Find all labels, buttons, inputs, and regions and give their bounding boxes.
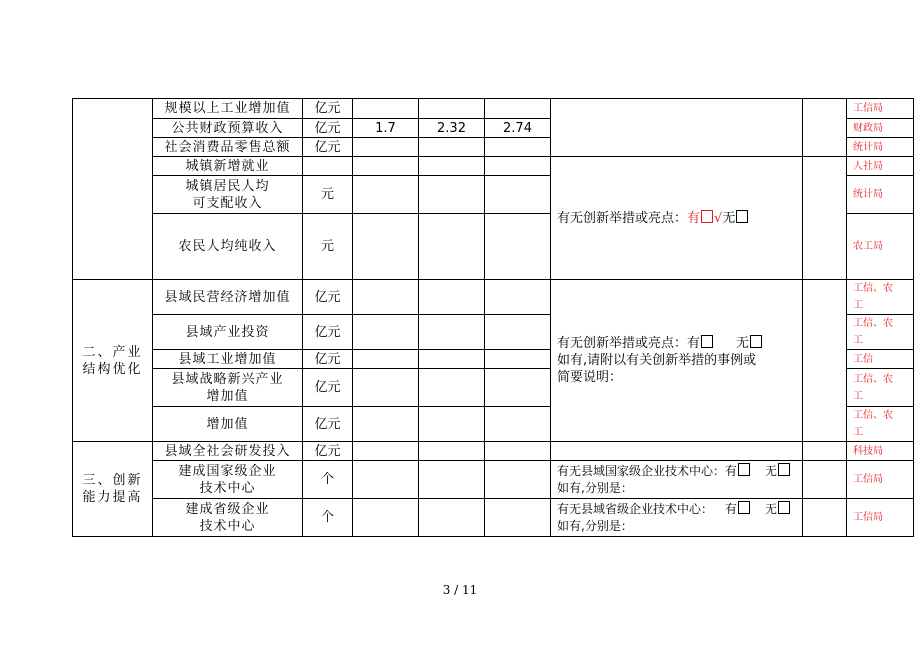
dept-label: 农工局 xyxy=(847,214,914,280)
note-cell-empty xyxy=(551,99,803,157)
value-cell xyxy=(419,407,485,442)
value-cell xyxy=(353,99,419,119)
category-label-line: 能力提高 xyxy=(82,490,143,505)
dept-label-line: 工信、农 xyxy=(853,410,893,421)
dept-label: 工信 xyxy=(847,350,914,369)
no-text: 无 xyxy=(736,336,750,351)
unit-cell: 亿元 xyxy=(303,119,353,138)
item-label-line: 增加值 xyxy=(206,388,249,404)
item-label: 县域全社会研发投入 xyxy=(153,442,303,461)
unit-cell: 元 xyxy=(303,176,353,214)
no-checkbox[interactable] xyxy=(778,463,790,476)
blank-cell xyxy=(803,157,847,280)
note-line: 如有,请附以有关创新举措的事例或 xyxy=(557,353,757,368)
table-row xyxy=(73,157,914,176)
value-cell xyxy=(419,99,485,119)
value-cell: 2.32 xyxy=(419,119,485,138)
value-cell xyxy=(485,442,551,461)
unit-cell xyxy=(303,157,353,176)
dept-label: 工信局 xyxy=(847,499,914,537)
value-cell xyxy=(353,461,419,499)
blank-cell xyxy=(803,280,847,442)
value-cell xyxy=(419,176,485,214)
value-cell xyxy=(419,350,485,369)
value-cell xyxy=(353,407,419,442)
item-label: 县域民营经济增加值 xyxy=(153,280,303,315)
dept-label xyxy=(847,407,914,442)
item-label: 社会消费品零售总额 xyxy=(153,138,303,157)
item-label-line: 建成国家级企业 xyxy=(178,463,277,479)
value-cell xyxy=(353,442,419,461)
dept-label: 工信局 xyxy=(847,461,914,499)
yes-checkbox[interactable] xyxy=(701,335,713,348)
item-label: 公共财政预算收入 xyxy=(153,119,303,138)
dept-label-line: 工 xyxy=(853,335,863,346)
yes-checkbox[interactable] xyxy=(738,463,750,476)
dept-label-line: 工 xyxy=(853,300,863,311)
unit-cell: 亿元 xyxy=(303,315,353,350)
value-cell xyxy=(419,138,485,157)
note-text: 有无县域国家级企业技术中心：有 xyxy=(557,463,738,478)
dept-label xyxy=(847,369,914,407)
note-text: 有无县域省级企业技术中心： xyxy=(557,501,714,516)
innovation-note-2 xyxy=(551,280,803,442)
no-text: 无 xyxy=(722,210,736,226)
value-cell: 2.74 xyxy=(485,119,551,138)
value-cell xyxy=(485,280,551,315)
value-cell xyxy=(353,499,419,537)
dept-label: 财政局 xyxy=(847,119,914,138)
note-line: 如有,分别是： xyxy=(557,518,633,533)
blank-cell xyxy=(803,99,847,157)
unit-cell: 元 xyxy=(303,214,353,280)
note-line xyxy=(557,501,802,518)
value-cell xyxy=(419,442,485,461)
value-cell xyxy=(485,315,551,350)
yes-checkbox[interactable] xyxy=(701,210,713,223)
dept-label: 统计局 xyxy=(847,138,914,157)
value-cell: 1.7 xyxy=(353,119,419,138)
blank-cell xyxy=(803,442,847,461)
category-cell-1 xyxy=(73,99,153,280)
check-mark: √ xyxy=(714,210,723,226)
item-label-line: 技术中心 xyxy=(199,518,256,534)
dept-label xyxy=(847,280,914,315)
innovation-note-1 xyxy=(551,157,803,280)
unit-cell: 个 xyxy=(303,499,353,537)
item-label-line: 城镇居民人均 xyxy=(185,178,270,194)
dept-label-line: 工 xyxy=(853,427,863,438)
provincial-center-note xyxy=(551,499,803,537)
dept-label: 人社局 xyxy=(847,157,914,176)
note-line: 如有,分别是： xyxy=(557,480,633,495)
indicator-table xyxy=(72,98,914,537)
value-cell xyxy=(485,214,551,280)
table-row xyxy=(73,442,914,461)
item-label xyxy=(153,176,303,214)
no-checkbox[interactable] xyxy=(736,210,748,223)
value-cell xyxy=(419,315,485,350)
value-cell xyxy=(353,214,419,280)
category-label-line: 二、产业 xyxy=(82,344,143,360)
value-cell xyxy=(485,99,551,119)
item-label: 农民人均纯收入 xyxy=(153,214,303,280)
blank-cell xyxy=(803,499,847,537)
note-text: 有无创新举措或亮点：有 xyxy=(557,336,701,351)
value-cell xyxy=(485,138,551,157)
note-line xyxy=(557,335,802,352)
value-cell xyxy=(485,350,551,369)
blank-cell xyxy=(803,461,847,499)
table-row xyxy=(73,499,914,537)
item-label-line: 县域战略新兴产业 xyxy=(171,371,284,387)
value-cell xyxy=(353,157,419,176)
dept-label-line: 工信、农 xyxy=(853,283,893,294)
item-label xyxy=(153,369,303,407)
value-cell xyxy=(353,350,419,369)
category-label-line: 结构优化 xyxy=(82,361,143,377)
unit-cell: 亿元 xyxy=(303,407,353,442)
yes-text: 有 xyxy=(725,501,738,516)
dept-label-line: 工信、农 xyxy=(853,318,893,329)
item-label-line: 可支配收入 xyxy=(192,195,263,211)
unit-cell: 亿元 xyxy=(303,138,353,157)
yes-text: 有 xyxy=(687,210,701,226)
note-line: 简要说明： xyxy=(557,370,623,385)
item-label: 规模以上工业增加值 xyxy=(153,99,303,119)
value-cell xyxy=(419,499,485,537)
category-label-line: 三、创新 xyxy=(82,473,143,488)
value-cell xyxy=(419,214,485,280)
dept-label: 统计局 xyxy=(847,176,914,214)
no-checkbox[interactable] xyxy=(750,335,762,348)
value-cell xyxy=(419,280,485,315)
value-cell xyxy=(485,461,551,499)
value-cell xyxy=(353,138,419,157)
table-row xyxy=(73,280,914,315)
category-cell-3 xyxy=(73,442,153,537)
dept-label-line: 工 xyxy=(853,390,863,402)
dept-label xyxy=(847,315,914,350)
value-cell xyxy=(485,499,551,537)
unit-cell: 亿元 xyxy=(303,99,353,119)
unit-cell: 亿元 xyxy=(303,350,353,369)
unit-cell: 亿元 xyxy=(303,369,353,407)
no-text: 无 xyxy=(765,463,778,478)
dept-label: 工信局 xyxy=(847,99,914,119)
item-label xyxy=(153,499,303,537)
unit-cell: 个 xyxy=(303,461,353,499)
unit-cell: 亿元 xyxy=(303,442,353,461)
item-label-line: 技术中心 xyxy=(199,480,256,496)
item-label: 增加值 xyxy=(153,407,303,442)
value-cell xyxy=(485,369,551,407)
unit-cell: 亿元 xyxy=(303,280,353,315)
no-text: 无 xyxy=(765,501,778,516)
no-checkbox[interactable] xyxy=(778,501,790,514)
value-cell xyxy=(353,369,419,407)
value-cell xyxy=(485,176,551,214)
note-line xyxy=(557,463,802,480)
table-row xyxy=(73,461,914,499)
value-cell xyxy=(419,461,485,499)
dept-label-line: 工信、农 xyxy=(853,373,893,385)
note-cell-empty xyxy=(551,442,803,461)
item-label-line: 建成省级企业 xyxy=(185,501,270,517)
value-cell xyxy=(353,280,419,315)
item-label: 县域产业投资 xyxy=(153,315,303,350)
dept-label: 科技局 xyxy=(847,442,914,461)
value-cell xyxy=(353,315,419,350)
category-cell-2 xyxy=(73,280,153,442)
table-row xyxy=(73,99,914,119)
item-label xyxy=(153,461,303,499)
page-number: 3 / 11 xyxy=(442,583,478,597)
value-cell xyxy=(419,157,485,176)
item-label: 城镇新增就业 xyxy=(153,157,303,176)
value-cell xyxy=(485,407,551,442)
value-cell xyxy=(353,176,419,214)
item-label: 县域工业增加值 xyxy=(153,350,303,369)
value-cell xyxy=(485,157,551,176)
yes-checkbox[interactable] xyxy=(738,501,750,514)
national-center-note xyxy=(551,461,803,499)
note-text: 有无创新举措或亮点： xyxy=(557,210,688,226)
value-cell xyxy=(419,369,485,407)
